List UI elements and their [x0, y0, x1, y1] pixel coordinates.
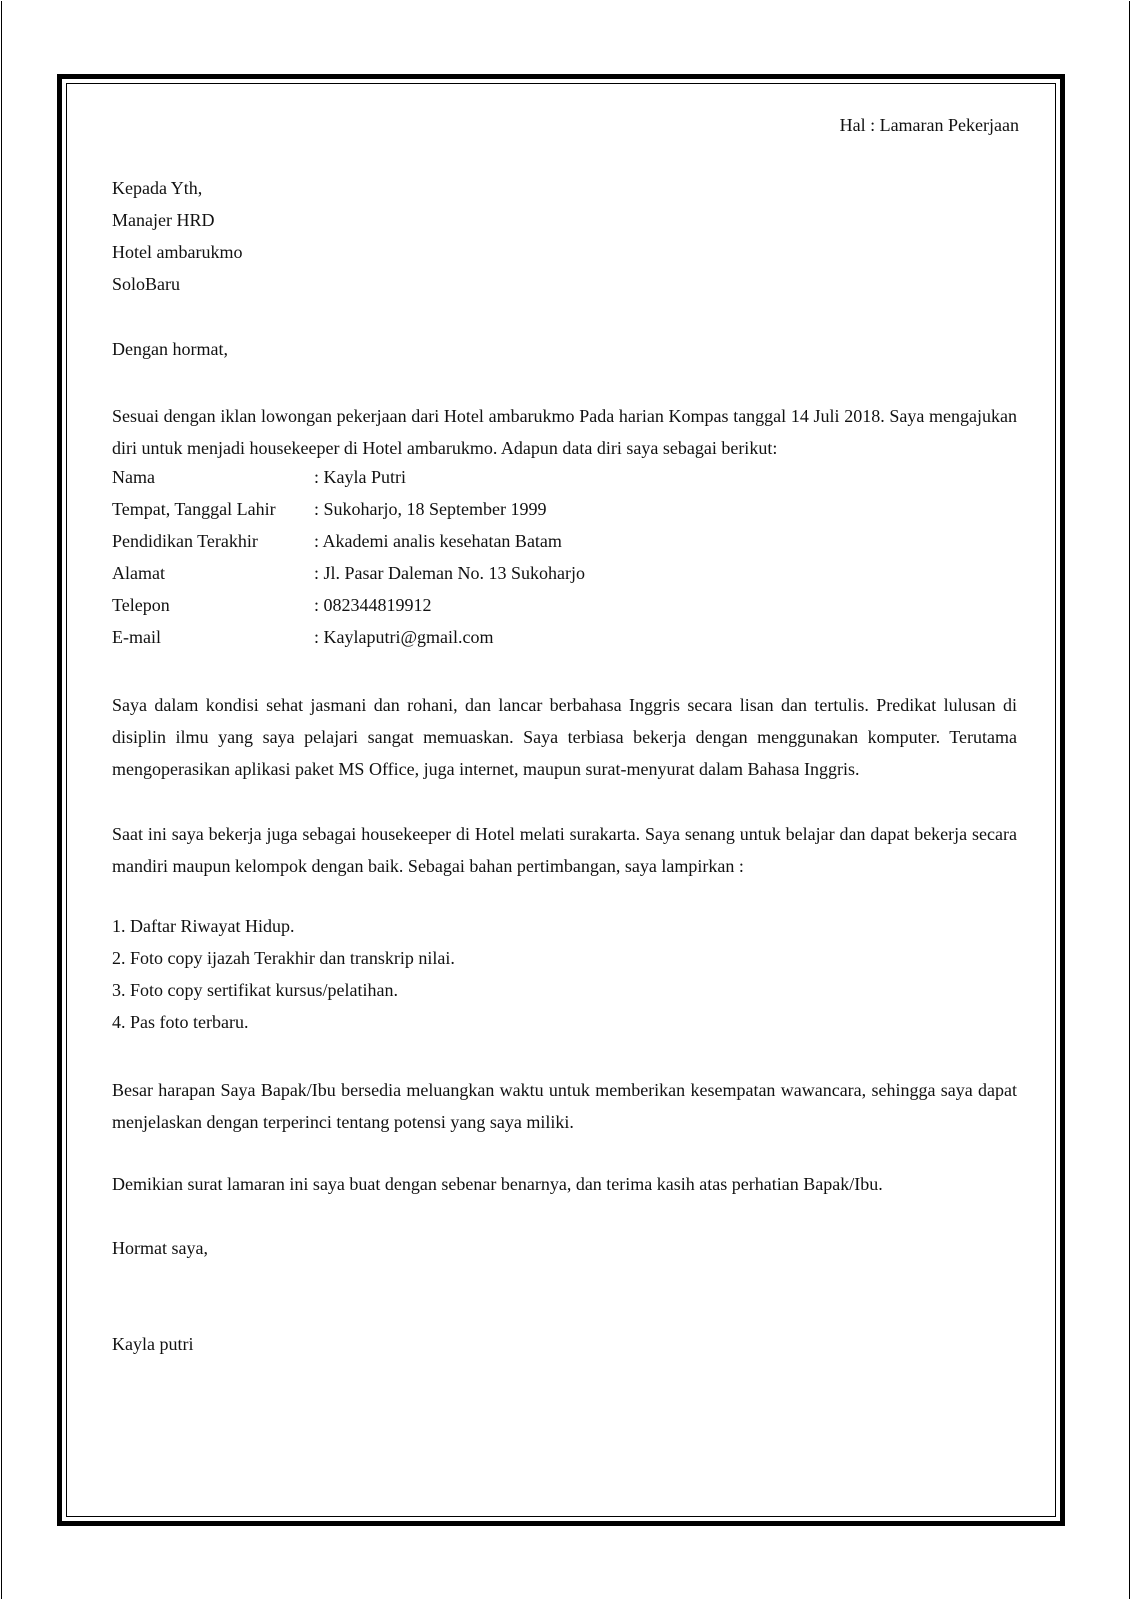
recipient-line-3: Hotel ambarukmo — [112, 242, 243, 262]
data-row-telepon — [112, 594, 432, 616]
attachment-item: 4. Pas foto terbaru. — [112, 1012, 249, 1032]
hope-paragraph: Besar harapan Saya Bapak/Ibu bersedia meluangkan waktu untuk memberikan kesempatan wawancara, sehingga saya dapat menjelaskan dengan terperinci tentang potensi yang saya miliki. — [112, 1080, 1017, 1132]
recipient-line-1: Kepada Yth, — [112, 178, 203, 198]
data-value: : 082344819912 — [314, 595, 432, 615]
data-value: : Sukoharjo, 18 September 1999 — [314, 499, 547, 519]
closing-paragraph: Demikian surat lamaran ini saya buat dengan sebenar benarnya, dan terima kasih atas perhatian Bapak/Ibu. — [112, 1174, 883, 1194]
data-value: : Kayla Putri — [314, 467, 406, 487]
data-value: : Jl. Pasar Daleman No. 13 Sukoharjo — [314, 563, 585, 583]
data-label: Telepon — [112, 595, 170, 615]
skills-paragraph: Saya dalam kondisi sehat jasmani dan rohani, dan lancar berbahasa Inggris secara lisan dan tertulis. Predikat lulusan di disiplin ilmu yang saya pelajari sangat memuaskan. Saya terbiasa bekerja dengan menggunakan komputer. Terutama mengoperasikan aplikasi paket MS Office, juga internet, maupun surat-menyurat dalam Bahasa Inggris. — [112, 695, 1017, 779]
recipient-line-2: Manajer HRD — [112, 210, 215, 230]
data-label: E-mail — [112, 627, 161, 647]
greeting: Dengan hormat, — [112, 339, 228, 359]
sign-off: Hormat saya, — [112, 1238, 208, 1258]
current-job-paragraph: Saat ini saya bekerja juga sebagai housekeeper di Hotel melati surakarta. Saya senang untuk belajar dan dapat bekerja secara mandiri maupun kelompok dengan baik. Sebagai bahan pertimbangan, saya lampirkan : — [112, 824, 1017, 876]
data-value: : Akademi analis kesehatan Batam — [314, 531, 562, 551]
page-border-inner — [66, 83, 1056, 1517]
data-label: Pendidikan Terakhir — [112, 531, 258, 551]
attachment-item: 1. Daftar Riwayat Hidup. — [112, 916, 295, 936]
data-row-alamat — [112, 562, 585, 584]
data-row-pendidikan — [112, 530, 562, 552]
data-value: : Kaylaputri@gmail.com — [314, 627, 494, 647]
attachment-item: 3. Foto copy sertifikat kursus/pelatihan. — [112, 980, 398, 1000]
letter-subject: Hal : Lamaran Pekerjaan — [839, 115, 1019, 135]
signature-name: Kayla putri — [112, 1334, 194, 1354]
data-label: Alamat — [112, 563, 165, 583]
data-label: Nama — [112, 467, 155, 487]
data-row-ttl — [112, 498, 546, 520]
recipient-line-4: SoloBaru — [112, 274, 181, 294]
attachment-item: 2. Foto copy ijazah Terakhir dan transkrip nilai. — [112, 948, 455, 968]
data-label: Tempat, Tanggal Lahir — [112, 499, 276, 519]
intro-paragraph: Sesuai dengan iklan lowongan pekerjaan dari Hotel ambarukmo Pada harian Kompas tanggal 14 Juli 2018. Saya mengajukan diri untuk menjadi housekeeper di Hotel ambarukmo. Adapun data diri saya sebagai berikut: — [112, 406, 1017, 458]
data-row-email — [112, 626, 494, 648]
data-row-nama — [112, 466, 406, 488]
